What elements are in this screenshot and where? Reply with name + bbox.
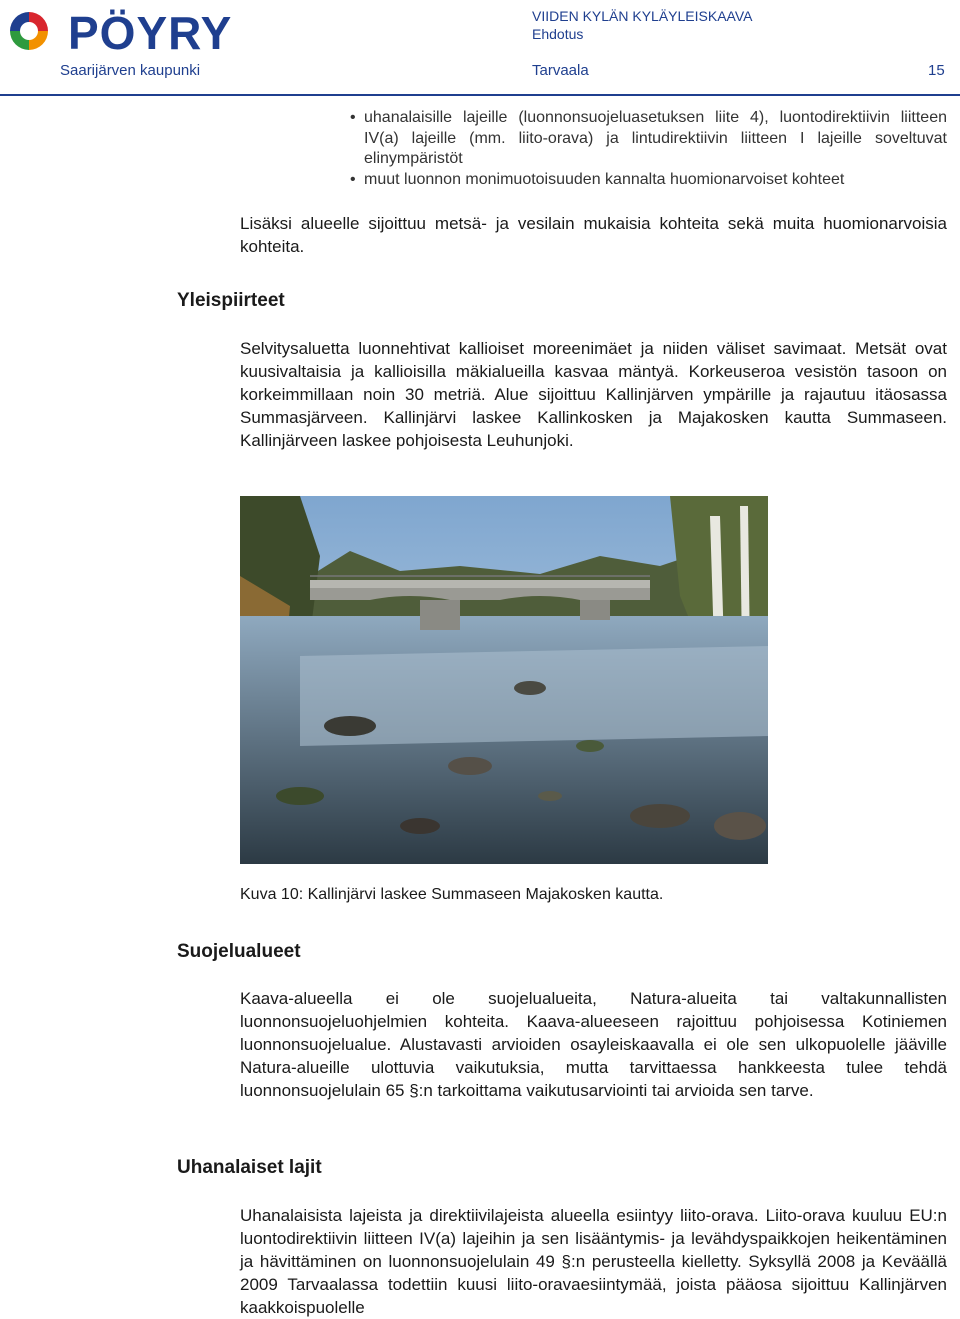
page-number: 15	[928, 62, 945, 79]
section-heading-suojelualueet: Suojelualueet	[177, 941, 301, 962]
intro-paragraph: Lisäksi alueelle sijoittuu metsä- ja vesilain mukaisia kohteita sekä muita huomionarvoisia kohteita.	[240, 214, 947, 256]
section-heading-uhanalaiset-lajit: Uhanalaiset lajit	[177, 1157, 322, 1178]
uhanalaiset-paragraph: Uhanalaisista lajeista ja direktiivilajeista alueella esiintyy liito-orava. Liito-orava kuuluu EU:n luontodirektiivin liitteen IV(a) lajeihin ja sen lisääntymis- ja levähdyspaikkojen heikentäminen ja hävittäminen on luonnonsuojelulain 49 §:n perusteella kielletty. Syksyllä 2008 ja Keväällä 2009 Tarvaalassa todettiin kuusi liito-oravaesiintymää, joista pääosa sijoittuu Kallinjärven kaakkoispuolelle	[240, 1206, 947, 1317]
project-title: VIIDEN KYLÄN KYLÄYLEISKAAVA	[532, 8, 753, 24]
logo-wordmark: PÖYRY	[68, 7, 233, 59]
header-divider	[0, 94, 960, 96]
client-name: Saarijärven kaupunki	[60, 62, 201, 79]
list-item: • uhanalaisille lajeille (luonnonsuojeluasetuksen liite 4), luontodirektiivin liitteen IV(a) lajeille (mm. liito-orava) ja lintudirektiivin liitteen I lajeille soveltuvat elinympäristöt	[350, 108, 947, 170]
yleispiirteet-paragraph: Selvitysaluetta luonnehtivat kallioiset moreenimäet ja niiden väliset savimaat. Metsät ovat kuusivaltaisia ja kallioisilla mäkialueilla kasvaa mäntyä. Korkeuseroa vesistön tasoon on korkeimmillaan noin 30 metriä. Alue sijoittuu Kallinjärven ympärille ja rajautuu itäosassa Summasjärveen. Kallinjärvi laskee Kallinkosken ja Majakosken kautta Summaseen. Kallinjärveen laskee pohjoisesta Leuhunjoki.	[240, 339, 947, 450]
list-item: • muut luonnon monimuotoisuuden kannalta huomionarvoiset kohteet	[350, 170, 947, 191]
document-status: Ehdotus	[532, 26, 584, 42]
bullet-list	[350, 108, 947, 190]
river-bridge-photo	[240, 496, 768, 864]
suojelualueet-paragraph: Kaava-alueella ei ole suojelualueita, Natura-alueita tai valtakunnallisten luonnonsuojeluohjelmien kohteita. Kaava-alueeseen rajoittuu pohjoisessa Kotiniemen luonnonsuojelualue. Alustavasti arvioiden osayleiskaavalla ei ole sen ulkopuolelle jääville Natura-alueille ulottuvia vaikutuksia, mutta tarvittaessa hankkeesta tulee tehdä luonnonsuojelulain 65 §:n tarkoittama vaikutusarviointi tai arvioida sen tarve.	[240, 989, 947, 1100]
poyry-logo	[6, 6, 246, 59]
section-heading-yleispiirteet: Yleispiirteet	[177, 290, 285, 311]
area-name: Tarvaala	[532, 62, 589, 79]
figure-caption: Kuva 10: Kallinjärvi laskee Summaseen Majakosken kautta.	[240, 886, 664, 903]
poyry-logo-mark-icon	[6, 8, 52, 54]
